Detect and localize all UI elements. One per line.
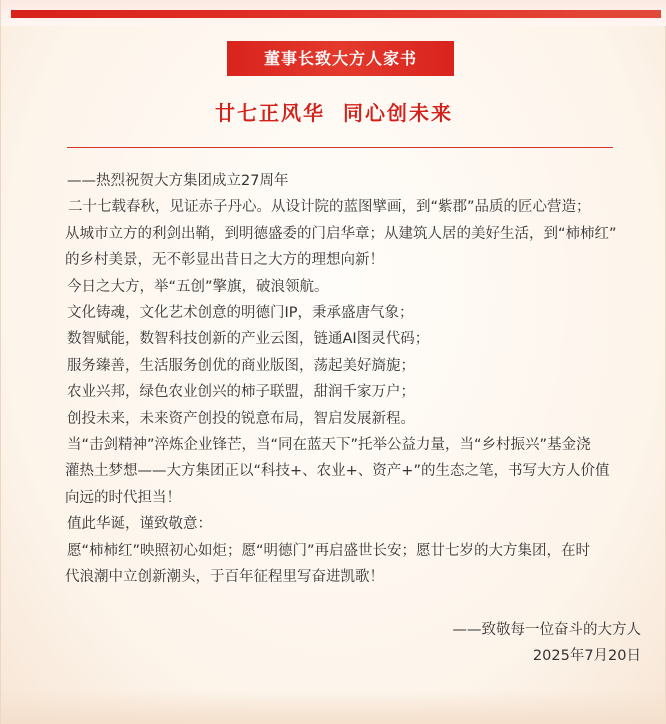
- letter-line: 灌热土梦想——大方集团正以“科技+、农业+、资产+”的生态之笔，书写大方人价值: [65, 463, 610, 480]
- letter-body: [67, 168, 623, 591]
- letter-subtitle: 廿七正风华 同心创未来: [215, 101, 453, 125]
- letter-line: ——热烈祝贺大方集团成立27周年: [67, 173, 289, 189]
- signature-line: ——致敬每一位奋斗的大方人: [452, 622, 641, 638]
- top-border: [1, 0, 666, 26]
- letter-line: 农业兴邦，绿色农业创兴的柿子联盟，甜润千家万户；: [67, 384, 415, 401]
- letter-line: 文化铸魂，文化艺术创意的明德门IP，秉承盛唐气象；: [67, 305, 414, 322]
- letter-line: 代浪潮中立创新潮头，于百年征程里写奋进凯歌！: [65, 569, 384, 586]
- letter-line: 当“击剑精神”淬炼企业锋芒，当“同在蓝天下”托举公益力量，当“乡村振兴”基金浇: [67, 437, 591, 454]
- header-banner: 董事长致大方人家书: [227, 41, 454, 76]
- letter-line: 从城市立方的利剑出鞘，到明德盛委的门启华章；从建筑人居的美好生活，到“柿柿红”: [65, 225, 617, 242]
- letter-line: 愿“柿柿红”映照初心如炬；愿“明德门”再启盛世长安；愿廿七岁的大方集团，在时: [67, 542, 591, 559]
- letter-line: 数智赋能，数智科技创新的产业云图，链通AI图灵代码；: [67, 331, 430, 348]
- letter-line: 二十七载春秋，见证赤子丹心。从设计院的蓝图擘画，到“紫郡”品质的匠心营造；: [68, 199, 591, 216]
- letter-date: 2025年7月20日: [532, 648, 641, 664]
- bottom-fade: [1, 690, 666, 724]
- letter-line: 的乡村美景，无不彰显出昔日之大方的理想向新！: [65, 252, 384, 269]
- letter-line: 值此华诞，谨致敬意：: [67, 516, 212, 533]
- title-divider: [67, 147, 613, 148]
- letter-signature-block: [453, 617, 642, 669]
- letter-line: 今日之大方，举“五创”擎旗，破浪领航。: [67, 278, 329, 295]
- letter-line: 服务臻善，生活服务创优的商业版图，荡起美好旖旎；: [67, 357, 415, 374]
- letter-line: 创投未来，未来资产创投的锐意布局，智启发展新程。: [67, 410, 415, 427]
- top-red-stripe: [11, 10, 661, 18]
- letter-line: 向远的时代担当！: [65, 489, 181, 506]
